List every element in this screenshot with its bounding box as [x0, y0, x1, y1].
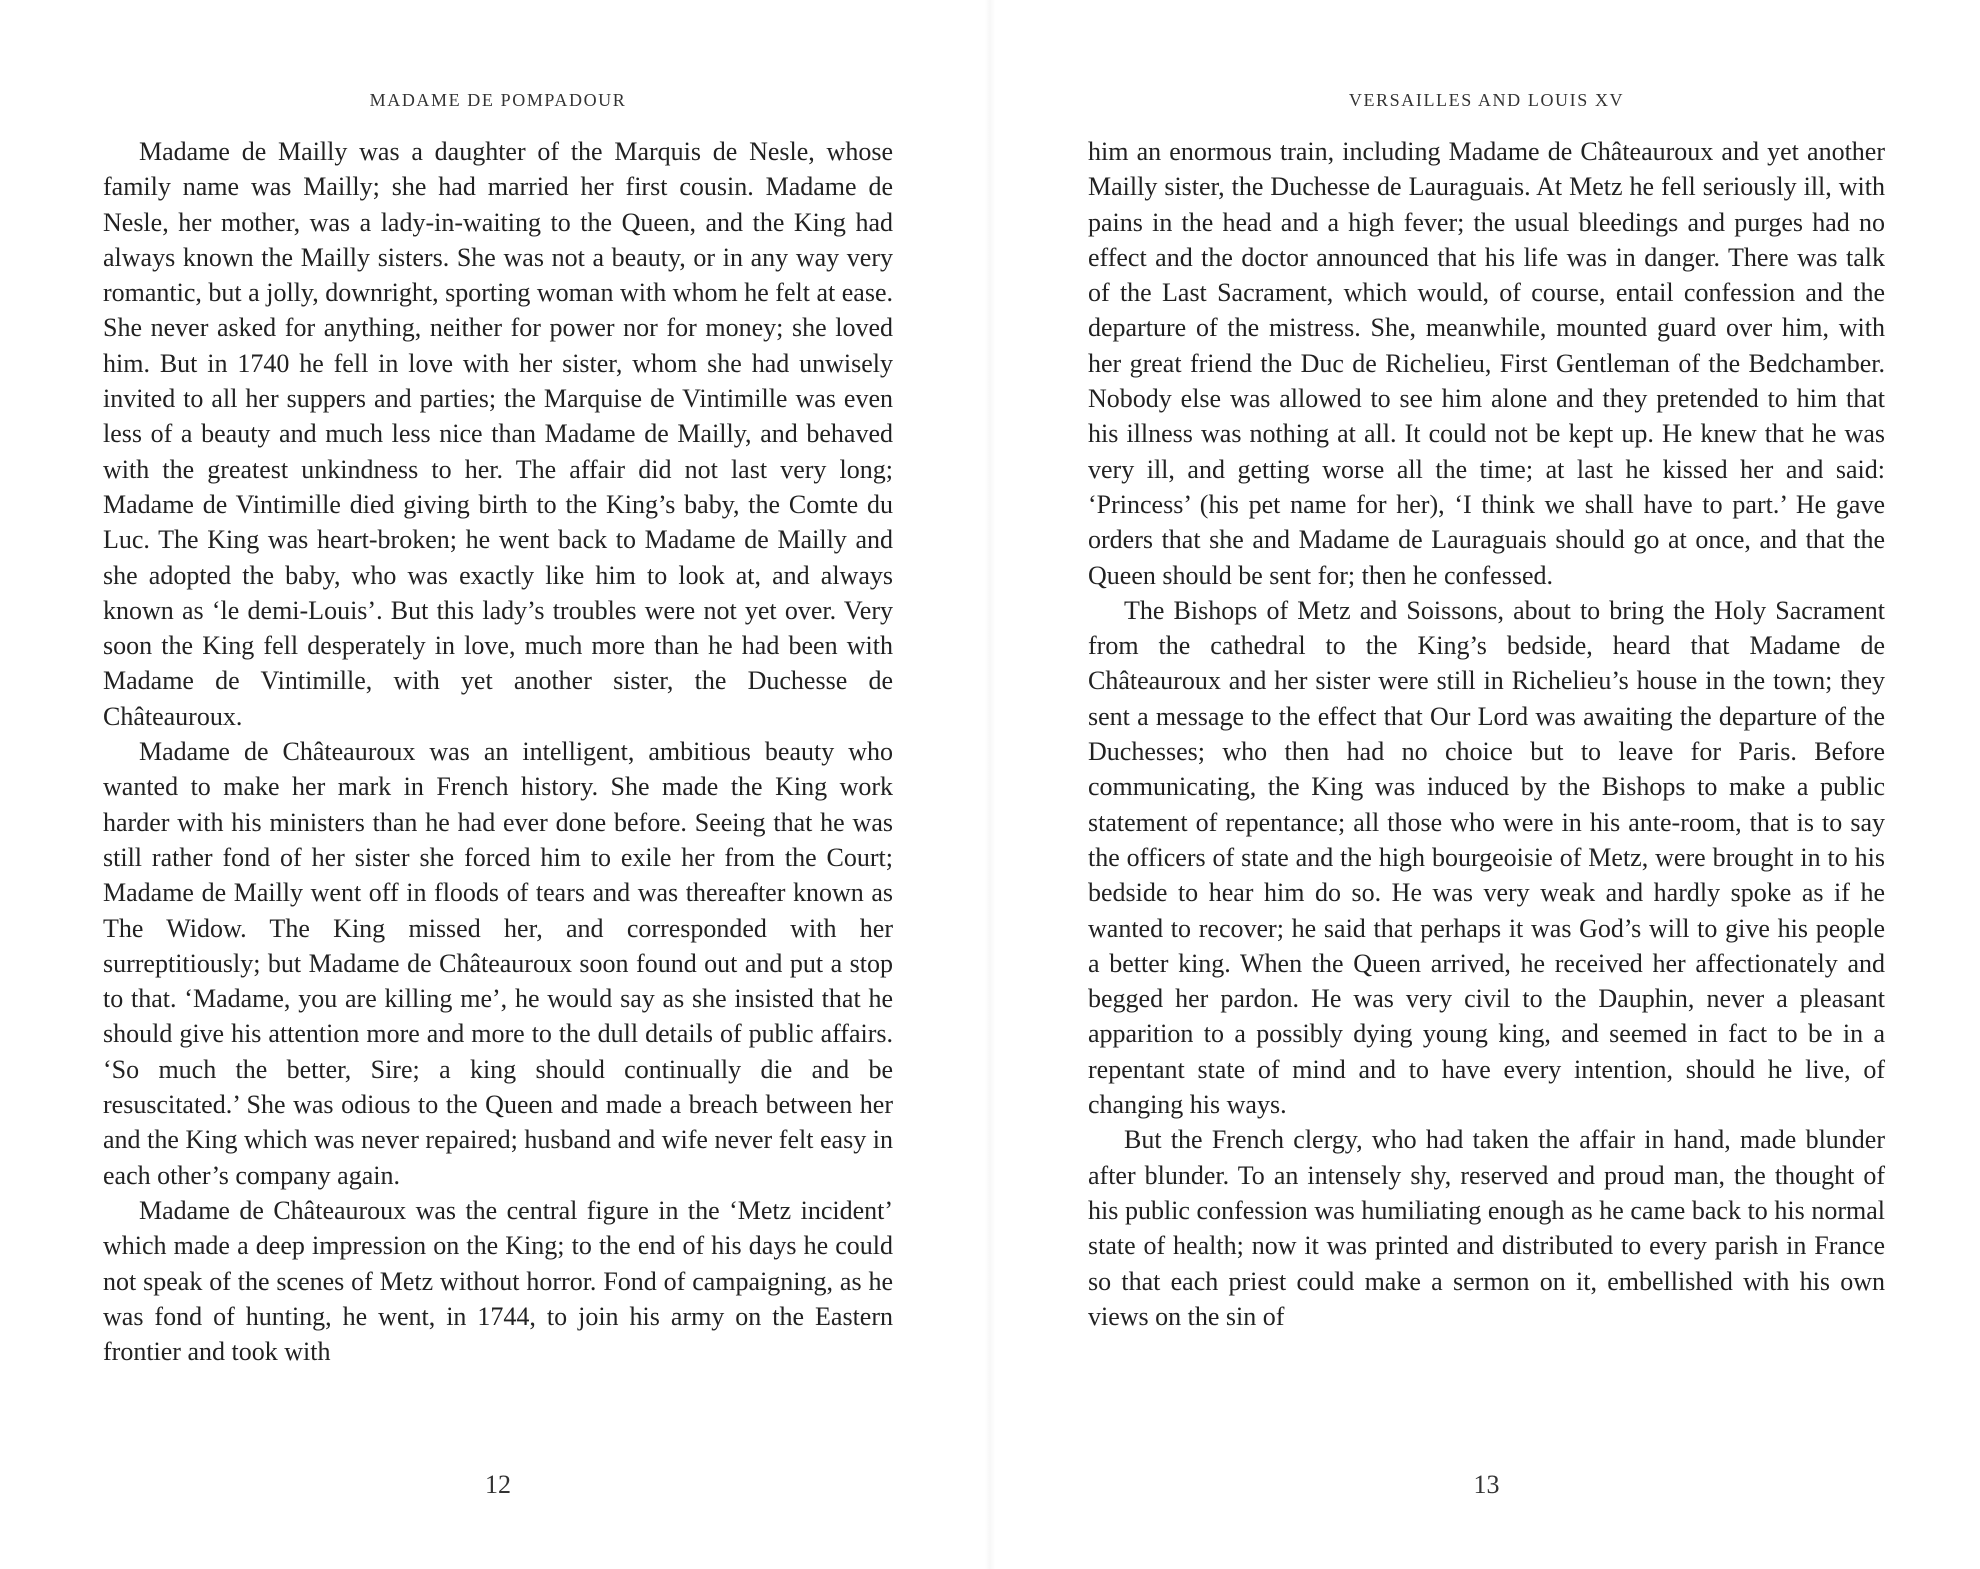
right-page-number: 13 [1473, 1470, 1500, 1499]
book-gutter [985, 0, 995, 1569]
right-paragraph-2: The Bishops of Metz and Soissons, about to bring the Holy Sacrament from the cathedral to the King’s bedside, heard that Madame de Châteauroux and her sister were still in Richelieu’s house in the town; they sent a message to the effect that Our Lord was awaiting the departure of the Duchesses; who then had no choice but to leave for Paris. Before communicating, the King was induced by the Bishops to make a public statement of repentance; all those who were in his ante-room, that is to say the officers of state and the high bourgeoisie of Metz, were brought in to his bedside to hear him do so. He was very weak and hardly spoke as if he wanted to recover; he said that perhaps it was God’s will to give his people a better king. When the Queen arrived, he received her affectionately and begged her pardon. He was very civil to the Dauphin, never a pleasant apparition to a possibly dying young king, and seemed in fact to be in a repentant state of mind and to have every intention, should he live, of changing his ways. [1088, 595, 1885, 1120]
left-page-number: 12 [485, 1470, 511, 1499]
left-paragraph-1: Madame de Mailly was a daughter of the Marquis de Nesle, whose family name was Mailly; she had married her first cousin. Madame de Nesle, her mother, was a lady-in-waiting to the Queen, and the King had always known the Mailly sisters. She was not a beauty, or in any way very romantic, but a jolly, downright, sporting woman with whom he felt at ease. She never asked for anything, neither for power nor for money; she loved him. But in 1740 he fell in love with her sister, whom she had unwisely invited to all her suppers and parties; the Marquise de Vintimille was even less of a beauty and much less nice than Madame de Mailly, and behaved with the greatest unkindness to her. The affair did not last very long; Madame de Vintimille died giving birth to the King’s baby, the Comte du Luc. The King was heart-broken; he went back to Madame de Mailly and she adopted the baby, who was exactly like him to look at, and always known as ‘le demi-Louis’. But this lady’s troubles were not yet over. Very soon the King fell desperately in love, much more than he had been with Madame de Vintimille, with yet another sister, the Duchesse de Châteauroux. [103, 137, 893, 731]
right-body-text [1088, 134, 1885, 1334]
left-paragraph-3: Madame de Châteauroux was the central figure in the ‘Metz incident’ which made a deep impression on the King; to the end of his days he could not speak of the scenes of Metz without horror. Fond of campaigning, as he was fond of hunting, he went, in 1744, to join his army on the Eastern frontier and took with [103, 1195, 893, 1367]
right-paragraph-3: But the French clergy, who had taken the affair in hand, made blunder after blunder. To an intensely shy, reserved and proud man, the thought of his public confession was humiliating enough as he came back to his normal state of health; now it was printed and distributed to every parish in France so that each priest could make a sermon on it, embellished with his own views on the sin of [1088, 1125, 1885, 1331]
right-page [1088, 0, 1885, 1569]
left-body-text [103, 134, 893, 1369]
left-paragraph-2: Madame de Châteauroux was an intelligent, ambitious beauty who wanted to make her mark in French history. She made the King work harder with his ministers than he had ever done before. Seeing that he was still rather fond of her sister she forced him to exile her from the Court; Madame de Mailly went off in floods of tears and was thereafter known as The Widow. The King missed her, and corresponded with her surreptitiously; but Madame de Châteauroux soon found out and put a stop to that. ‘Madame, you are killing me’, he would say as she insisted that he should give his attention more and more to the dull details of public affairs. ‘So much the better, Sire; a king should continually die and be resuscitated.’ She was odious to the Queen and made a breach between her and the King which was never repaired; husband and wife never felt easy in each other’s company again. [103, 737, 893, 1190]
right-paragraph-1: him an enormous train, including Madame de Châteauroux and yet another Mailly sister, the Duchesse de Lauraguais. At Metz he fell seriously ill, with pains in the head and a high fever; the usual bleedings and purges had no effect and the doctor announced that his life was in danger. There was talk of the Last Sacrament, which would, of course, entail confession and the departure of the mistress. She, meanwhile, mounted guard over him, with her great friend the Duc de Richelieu, First Gentleman of the Bedchamber. Nobody else was allowed to see him alone and they pretended to him that his illness was nothing at all. It could not be kept up. He knew that he was very ill, and getting worse all the time; at last he kissed her and said: ‘Princess’ (his pet name for her), ‘I think we shall have to part.’ He gave orders that she and Madame de Lauraguais should go at once, and that the Queen should be sent for; then he confessed. [1088, 137, 1885, 590]
left-page [103, 0, 893, 1569]
right-running-head: VERSAILLES AND LOUIS XV [1348, 90, 1625, 110]
left-running-head: MADAME DE POMPADOUR [369, 90, 627, 110]
